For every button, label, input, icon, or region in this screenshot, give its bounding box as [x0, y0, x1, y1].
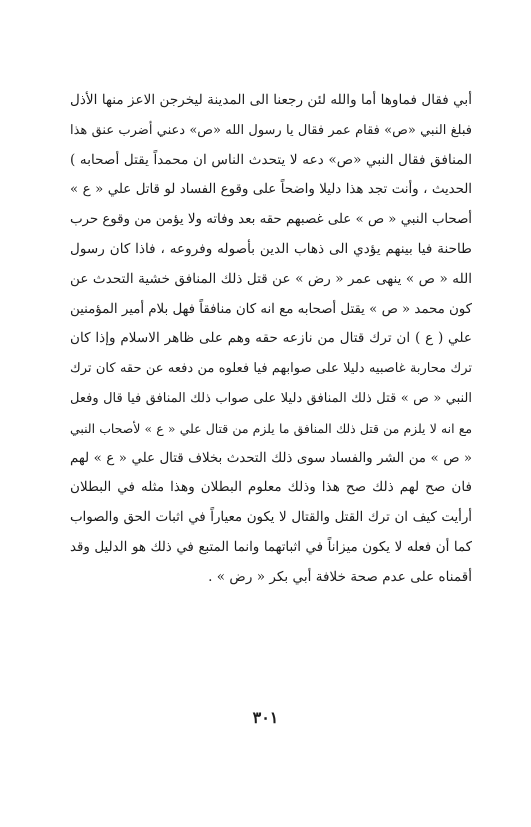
text-line-10: ترك محاربة غاصبيه دليلا على صوابهم فيا فعلوه من دفعه عن حقه كان ترك [70, 361, 472, 377]
text-line-3: المنافق فقال النبي «ص» دعه لا يتحدث الناس ان محمداً يقتل أصحابه ) [70, 151, 472, 168]
text-line-9: علي ( ع ) ان ترك قتال من نازعه حقه وهم على ظاهر الاسلام وإذا كان [70, 330, 472, 347]
text-line-2: فبلغ النبي «ص» فقام عمر فقال يا رسول الله «ص» دعني أضرب عنق هذا [70, 122, 472, 138]
text-line-17: أقمناه على عدم صحة خلافة أبي بكر « رض » . [208, 568, 472, 585]
text-line-13: « ص » من الشر والفساد سوى ذلك التحدث بخلاف قتال علي « ع » لهم [70, 450, 472, 466]
text-line-7: الله « ص » ينهى عمر « رض » عن قتل ذلك المنافق خشية التحدث عن [70, 270, 472, 287]
page-number: ٣٠١ [252, 708, 279, 727]
text-line-6: طاحنة فيا بينهم يؤدي الى ذهاب الدين بأصوله وفروعه ، فاذا كان رسول [70, 240, 472, 257]
text-line-16: كما أن فعله لا يكون ميزاناً في اثباتهما وانما المتبع في ذلك هو الدليل وقد [70, 539, 472, 555]
text-line-1: أبي فقال فماوها أما والله لئن رجعنا الى المدينة ليخرجن الاعز منها الأذل [70, 92, 472, 108]
text-line-14: فان صح لهم ذلك صح هذا وذلك معلوم البطلان وهذا مثله في البطلان [70, 479, 472, 496]
body-text [70, 86, 472, 593]
text-line-8: كون محمد « ص » يقتل أصحابه مع انه كان منافقاً فهل بلام أمير المؤمنين [70, 301, 472, 317]
text-line-12: مع انه لا يلزم من قتل ذلك المنافق ما يلزم من قتال علي « ع » لأصحاب النبي [70, 420, 472, 436]
text-line-11: النبي « ص » قتل ذلك المنافق دليلا على صواب ذلك المنافق فيا قال وفعل [70, 390, 472, 406]
text-line-4: الحديث ، وأنت تجد هذا دليلا واضحاً على وقوع الفساد لو قاتل علي « ع » [70, 182, 472, 198]
text-line-5: أصحاب النبي « ص » على غصبهم حقه بعد وفاته ولا يؤمن من وقوع حرب [70, 212, 472, 228]
text-line-15: أرأيت كيف ان ترك القتل والقتال لا يكون معياراً في اثبات الحق والصواب [70, 510, 472, 526]
